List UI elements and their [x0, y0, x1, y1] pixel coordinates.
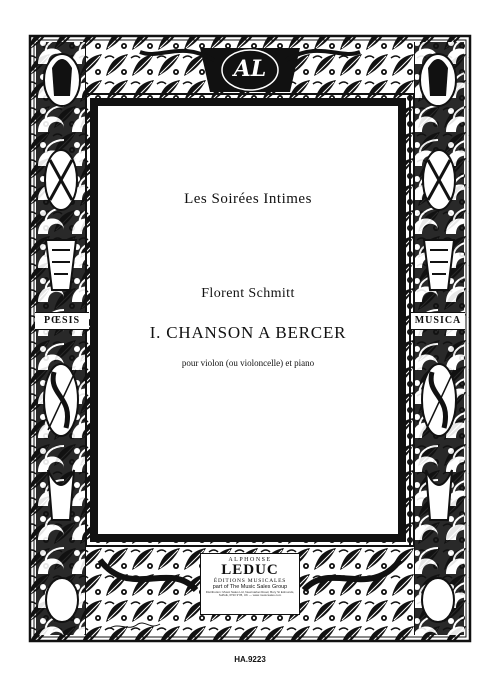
musica-label: MUSICA: [411, 312, 465, 330]
publisher-fineprint: Distribution: Music Sales Ltd, Newmarket Road, Bury St Edmunds, Suffolk, IP33 3YB, UK — www.musicsales.com: [205, 589, 295, 597]
publisher-editions: ÉDITIONS MUSICALES: [213, 578, 287, 585]
publisher-group: part of The Music Sales Group: [212, 583, 288, 590]
poesis-label: PŒSIS: [35, 312, 89, 330]
title-panel: [96, 104, 400, 536]
instrumentation: pour violon (ou violoncelle) et piano: [181, 358, 315, 368]
composer-name: Florent Schmitt: [201, 286, 295, 301]
publisher-cartouche: [200, 553, 300, 615]
series-title: Les Soirées Intimes: [184, 191, 312, 207]
catalog-number: HA.9223: [234, 655, 266, 664]
publisher-monogram: AL: [233, 56, 267, 82]
publisher-last-name: LEDUC: [221, 562, 279, 579]
piece-title: I. CHANSON A BERCER: [149, 323, 347, 342]
publisher-first-name: ALPHONSE: [228, 557, 272, 563]
